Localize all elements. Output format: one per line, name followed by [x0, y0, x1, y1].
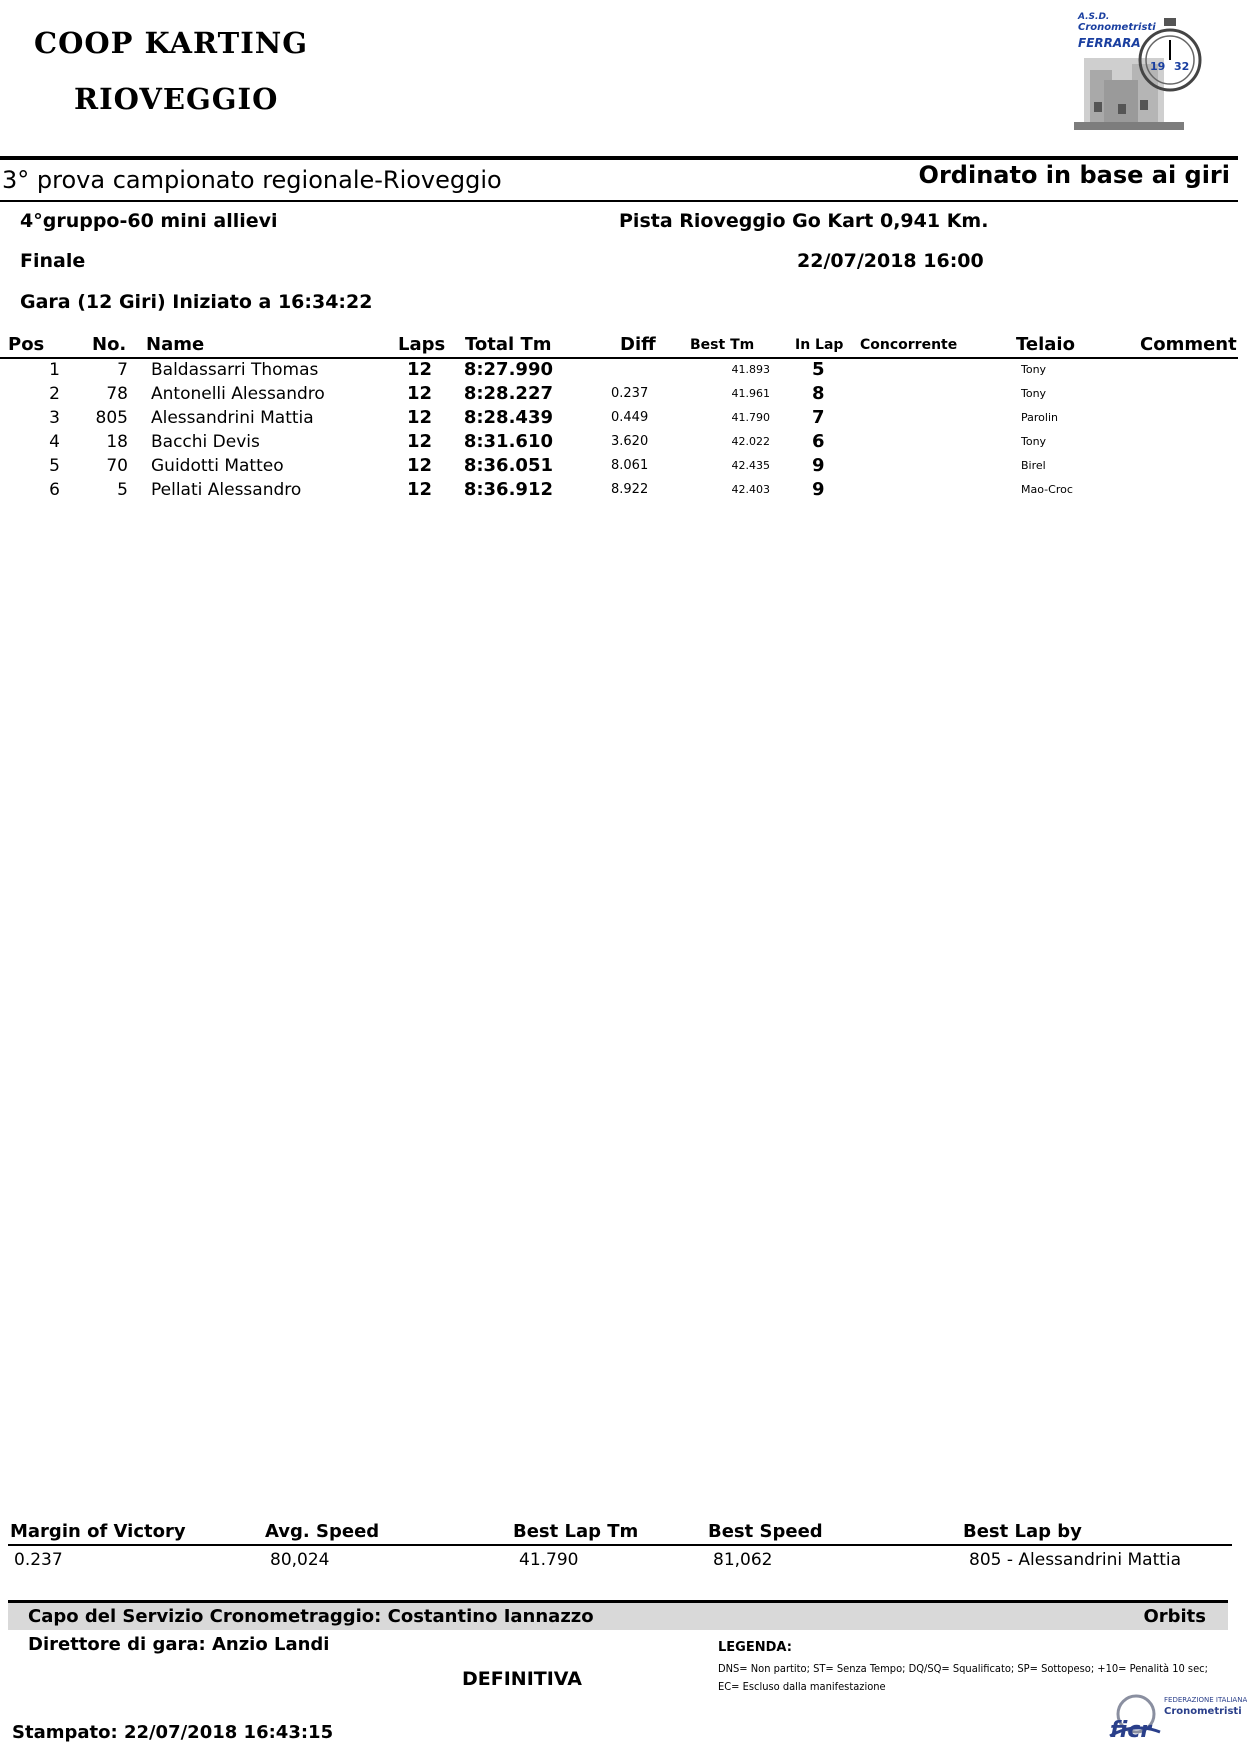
margin-label: Margin of Victory: [10, 1521, 186, 1542]
header-total: Total Tm: [465, 334, 552, 355]
cell-pos: 5: [49, 456, 60, 476]
cell-diff: 8.061: [611, 458, 649, 473]
legend-line-2: EC= Escluso dalla manifestazione: [718, 1680, 886, 1693]
cell-no: 18: [106, 432, 128, 452]
cell-pos: 1: [49, 360, 60, 380]
cell-total: 8:28.439: [463, 407, 553, 428]
cell-no: 78: [106, 384, 128, 404]
header-inlap: In Lap: [795, 337, 844, 353]
logo-year-left: 19: [1150, 60, 1166, 73]
cell-pos: 3: [49, 408, 60, 428]
cell-best: 42.403: [731, 483, 770, 496]
cell-inlap: 9: [812, 455, 825, 476]
datetime-label: 22/07/2018 16:00: [797, 250, 984, 272]
printed-label: Stampato: 22/07/2018 16:43:15: [12, 1722, 334, 1743]
avg-speed-value: 80,024: [270, 1550, 330, 1570]
cell-telaio: Tony: [1021, 387, 1047, 400]
cell-diff: 0.449: [611, 410, 649, 425]
cell-name: Alessandrini Mattia: [151, 408, 314, 428]
event-title: 3° prova campionato regionale-Rioveggio: [2, 166, 502, 194]
cell-name: Baldassarri Thomas: [151, 360, 319, 380]
header-telaio: Telaio: [1016, 334, 1075, 355]
ficr-line-1: FEDERAZIONE ITALIANA: [1164, 1696, 1247, 1704]
cell-name: Antonelli Alessandro: [151, 384, 325, 404]
cell-pos: 4: [49, 432, 60, 452]
track-label: Pista Rioveggio Go Kart 0,941 Km.: [619, 210, 989, 232]
avg-speed-label: Avg. Speed: [265, 1521, 380, 1542]
table-row: [0, 406, 1238, 430]
brand-line-2: RIOVEGGIO: [74, 82, 279, 116]
table-row: [0, 382, 1238, 406]
cell-telaio: Tony: [1021, 435, 1047, 448]
legend-title: LEGENDA:: [718, 1640, 792, 1655]
header-no: No.: [92, 334, 127, 355]
cell-laps: 12: [406, 383, 432, 404]
cell-laps: 12: [406, 359, 432, 380]
legend-line-1: DNS= Non partito; ST= Senza Tempo; DQ/SQ= Squalificato; SP= Sottopeso; +10= Penalità 10 sec;: [718, 1662, 1208, 1675]
cell-telaio: Birel: [1021, 459, 1046, 472]
header-pos: Pos: [8, 334, 45, 355]
cell-laps: 12: [406, 407, 432, 428]
cell-laps: 12: [406, 431, 432, 452]
cell-name: Pellati Alessandro: [151, 480, 302, 500]
margin-value: 0.237: [14, 1550, 63, 1570]
cell-inlap: 9: [812, 479, 825, 500]
ficr-line-2: Cronometristi: [1164, 1706, 1242, 1717]
cell-total: 8:36.912: [463, 479, 553, 500]
logo-line-3: FERRARA: [1078, 36, 1141, 50]
cell-diff: 8.922: [611, 482, 649, 497]
table-row: [0, 454, 1238, 478]
software-label: Orbits: [1143, 1606, 1206, 1627]
cell-laps: 12: [406, 479, 432, 500]
best-lap-value: 41.790: [519, 1550, 579, 1570]
title-underline: [0, 200, 1238, 202]
cell-total: 8:31.610: [463, 431, 553, 452]
cell-best: 41.961: [731, 387, 770, 400]
cell-no: 805: [95, 408, 128, 428]
cell-no: 5: [117, 480, 128, 500]
summary-rule: [8, 1544, 1232, 1546]
director-label: Direttore di gara: Anzio Landi: [28, 1634, 330, 1655]
cell-pos: 2: [49, 384, 60, 404]
cell-diff: 3.620: [611, 434, 649, 449]
title-rule: [0, 156, 1238, 160]
results-header: [0, 334, 1238, 356]
header-laps: Laps: [398, 334, 446, 355]
logo-line-1: A.S.D.: [1078, 12, 1110, 22]
cell-inlap: 6: [812, 431, 825, 452]
cell-diff: 0.237: [611, 386, 649, 401]
cell-inlap: 8: [812, 383, 825, 404]
cell-name: Bacchi Devis: [151, 432, 260, 452]
cell-name: Guidotti Matteo: [151, 456, 284, 476]
timekeepers-logo: [1074, 10, 1206, 136]
cell-total: 8:27.990: [463, 359, 553, 380]
table-row: [0, 358, 1238, 382]
order-label: Ordinato in base ai giri: [918, 161, 1230, 189]
chief-label: Capo del Servizio Cronometraggio: Costantino Iannazzo: [28, 1606, 594, 1627]
cell-inlap: 5: [812, 359, 825, 380]
header-diff: Diff: [620, 334, 656, 355]
brand-line-1: COOP KARTING: [34, 26, 309, 60]
session-label: Finale: [20, 250, 86, 272]
table-row: [0, 430, 1238, 454]
cell-no: 70: [106, 456, 128, 476]
best-lap-by-value: 805 - Alessandrini Mattia: [969, 1550, 1182, 1570]
cell-laps: 12: [406, 455, 432, 476]
best-lap-label: Best Lap Tm: [513, 1521, 639, 1542]
cell-inlap: 7: [812, 407, 825, 428]
header-name: Name: [146, 334, 205, 355]
cell-total: 8:28.227: [463, 383, 553, 404]
cell-best: 42.435: [731, 459, 770, 472]
logo-line-2: Cronometristi: [1078, 22, 1156, 33]
cell-best: 41.893: [731, 363, 770, 376]
header-best: Best Tm: [690, 337, 755, 353]
cell-no: 7: [117, 360, 128, 380]
race-info: Gara (12 Giri) Iniziato a 16:34:22: [20, 291, 373, 313]
cell-total: 8:36.051: [463, 455, 553, 476]
status-label: DEFINITIVA: [462, 1668, 582, 1690]
header-concorrente: Concorrente: [860, 337, 958, 353]
cell-telaio: Parolin: [1021, 411, 1058, 424]
table-row: [0, 478, 1238, 502]
ficr-mark: ficr: [1110, 1718, 1152, 1743]
cell-telaio: Mao-Croc: [1021, 483, 1073, 496]
best-speed-label: Best Speed: [708, 1521, 823, 1542]
cell-best: 42.022: [731, 435, 770, 448]
group-label: 4°gruppo-60 mini allievi: [20, 210, 278, 232]
cell-best: 41.790: [731, 411, 770, 424]
cell-pos: 6: [49, 480, 60, 500]
cell-telaio: Tony: [1021, 363, 1047, 376]
best-speed-value: 81,062: [713, 1550, 773, 1570]
logo-year-right: 32: [1174, 60, 1190, 73]
header-comment: Comment: [1140, 334, 1237, 355]
best-lap-by-label: Best Lap by: [963, 1521, 1082, 1542]
chief-bar: [8, 1600, 1228, 1630]
ficr-logo: [1100, 1692, 1247, 1748]
